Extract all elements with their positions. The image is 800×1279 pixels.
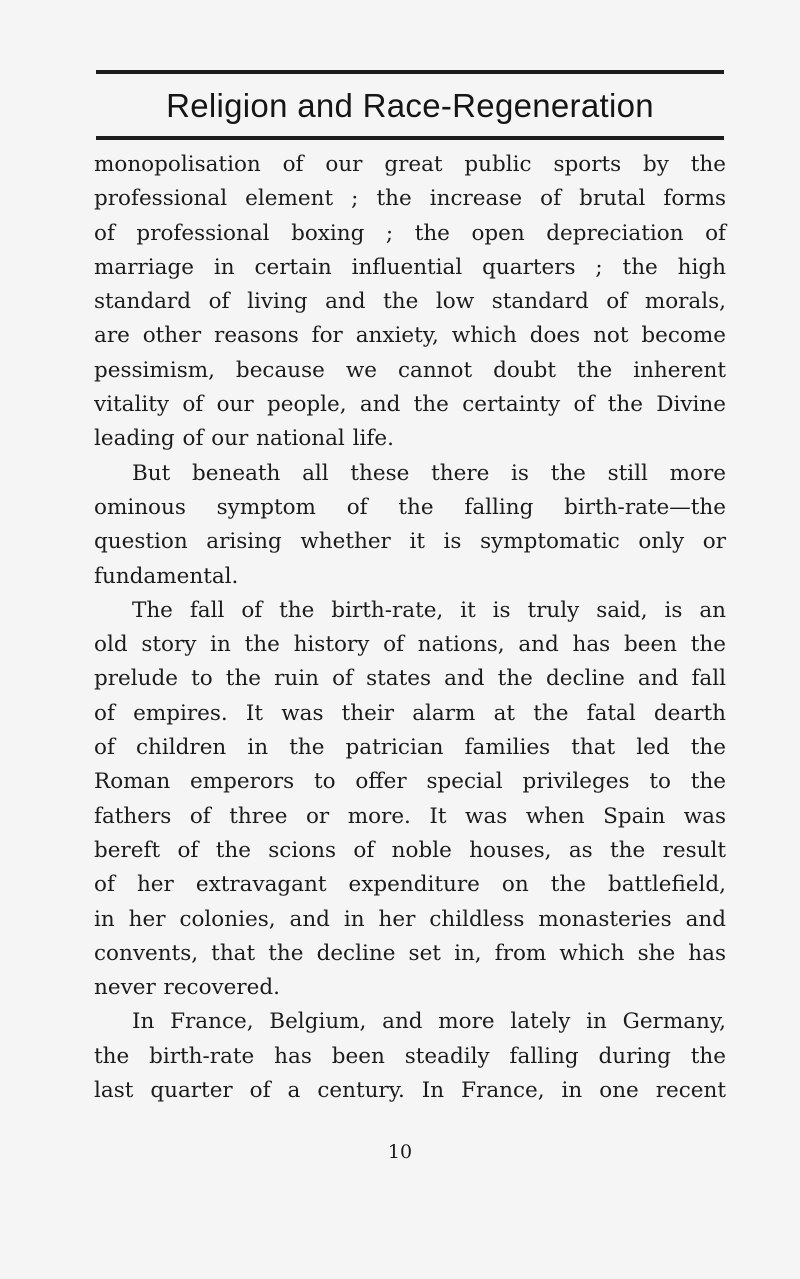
header-rule-bottom xyxy=(96,136,724,140)
text-line: of empires. It was their alarm at the fatal dearth xyxy=(94,700,726,726)
text-line: question arising whether it is symptomatic only or xyxy=(94,529,726,555)
text-line: of her extravagant expenditure on the battlefield, xyxy=(94,872,726,898)
body-text xyxy=(94,148,726,1108)
text-line: monopolisation of our great public sports by the xyxy=(94,152,726,177)
text-line: In France, Belgium, and more lately in Germany, xyxy=(132,1009,726,1035)
text-line: of children in the patrician families that led the xyxy=(94,735,726,761)
text-line: convents, that the decline set in, from which she has xyxy=(94,940,726,966)
running-header xyxy=(96,70,724,140)
text-line: last quarter of a century. In France, in one recent xyxy=(94,1078,726,1104)
text-line: fathers of three or more. It was when Spain was xyxy=(94,803,726,829)
text-line: ominous symptom of the falling birth-rate—the xyxy=(94,494,726,520)
text-line: vitality of our people, and the certainty of the Divine xyxy=(94,392,726,418)
text-line: marriage in certain influential quarters ; the high xyxy=(94,254,726,280)
running-title: Religion and Race-Regeneration xyxy=(166,87,654,124)
text-line: fundamental. xyxy=(94,563,239,589)
text-line: leading of our national life. xyxy=(94,426,394,452)
text-line: of professional boxing ; the open depreciation of xyxy=(94,220,726,246)
page-number: 10 xyxy=(387,1141,413,1163)
text-line: But beneath all these there is the still more xyxy=(132,460,726,486)
text-line: The fall of the birth-rate, it is truly said, is an xyxy=(132,597,726,623)
text-line: never recovered. xyxy=(94,975,281,1001)
paragraph-3 xyxy=(94,594,726,1006)
text-line: professional element ; the increase of brutal forms xyxy=(94,186,726,212)
text-line: are other reasons for anxiety, which does not become xyxy=(94,323,726,349)
text-line: old story in the history of nations, and has been the xyxy=(94,632,726,658)
paragraph-1 xyxy=(94,148,726,457)
text-line: pessimism, because we cannot doubt the inherent xyxy=(94,357,726,383)
text-line: standard of living and the low standard of morals, xyxy=(94,289,726,315)
paragraph-4 xyxy=(94,1005,726,1108)
text-line: prelude to the ruin of states and the decline and fall xyxy=(94,666,726,692)
text-line: the birth-rate has been steadily falling during the xyxy=(94,1043,726,1069)
text-line: in her colonies, and in her childless monasteries and xyxy=(94,906,726,932)
paragraph-2 xyxy=(94,457,726,594)
header-rule-top xyxy=(96,70,724,74)
text-line: Roman emperors to offer special privileges to the xyxy=(94,769,726,795)
text-line: bereft of the scions of noble houses, as the result xyxy=(94,837,726,863)
